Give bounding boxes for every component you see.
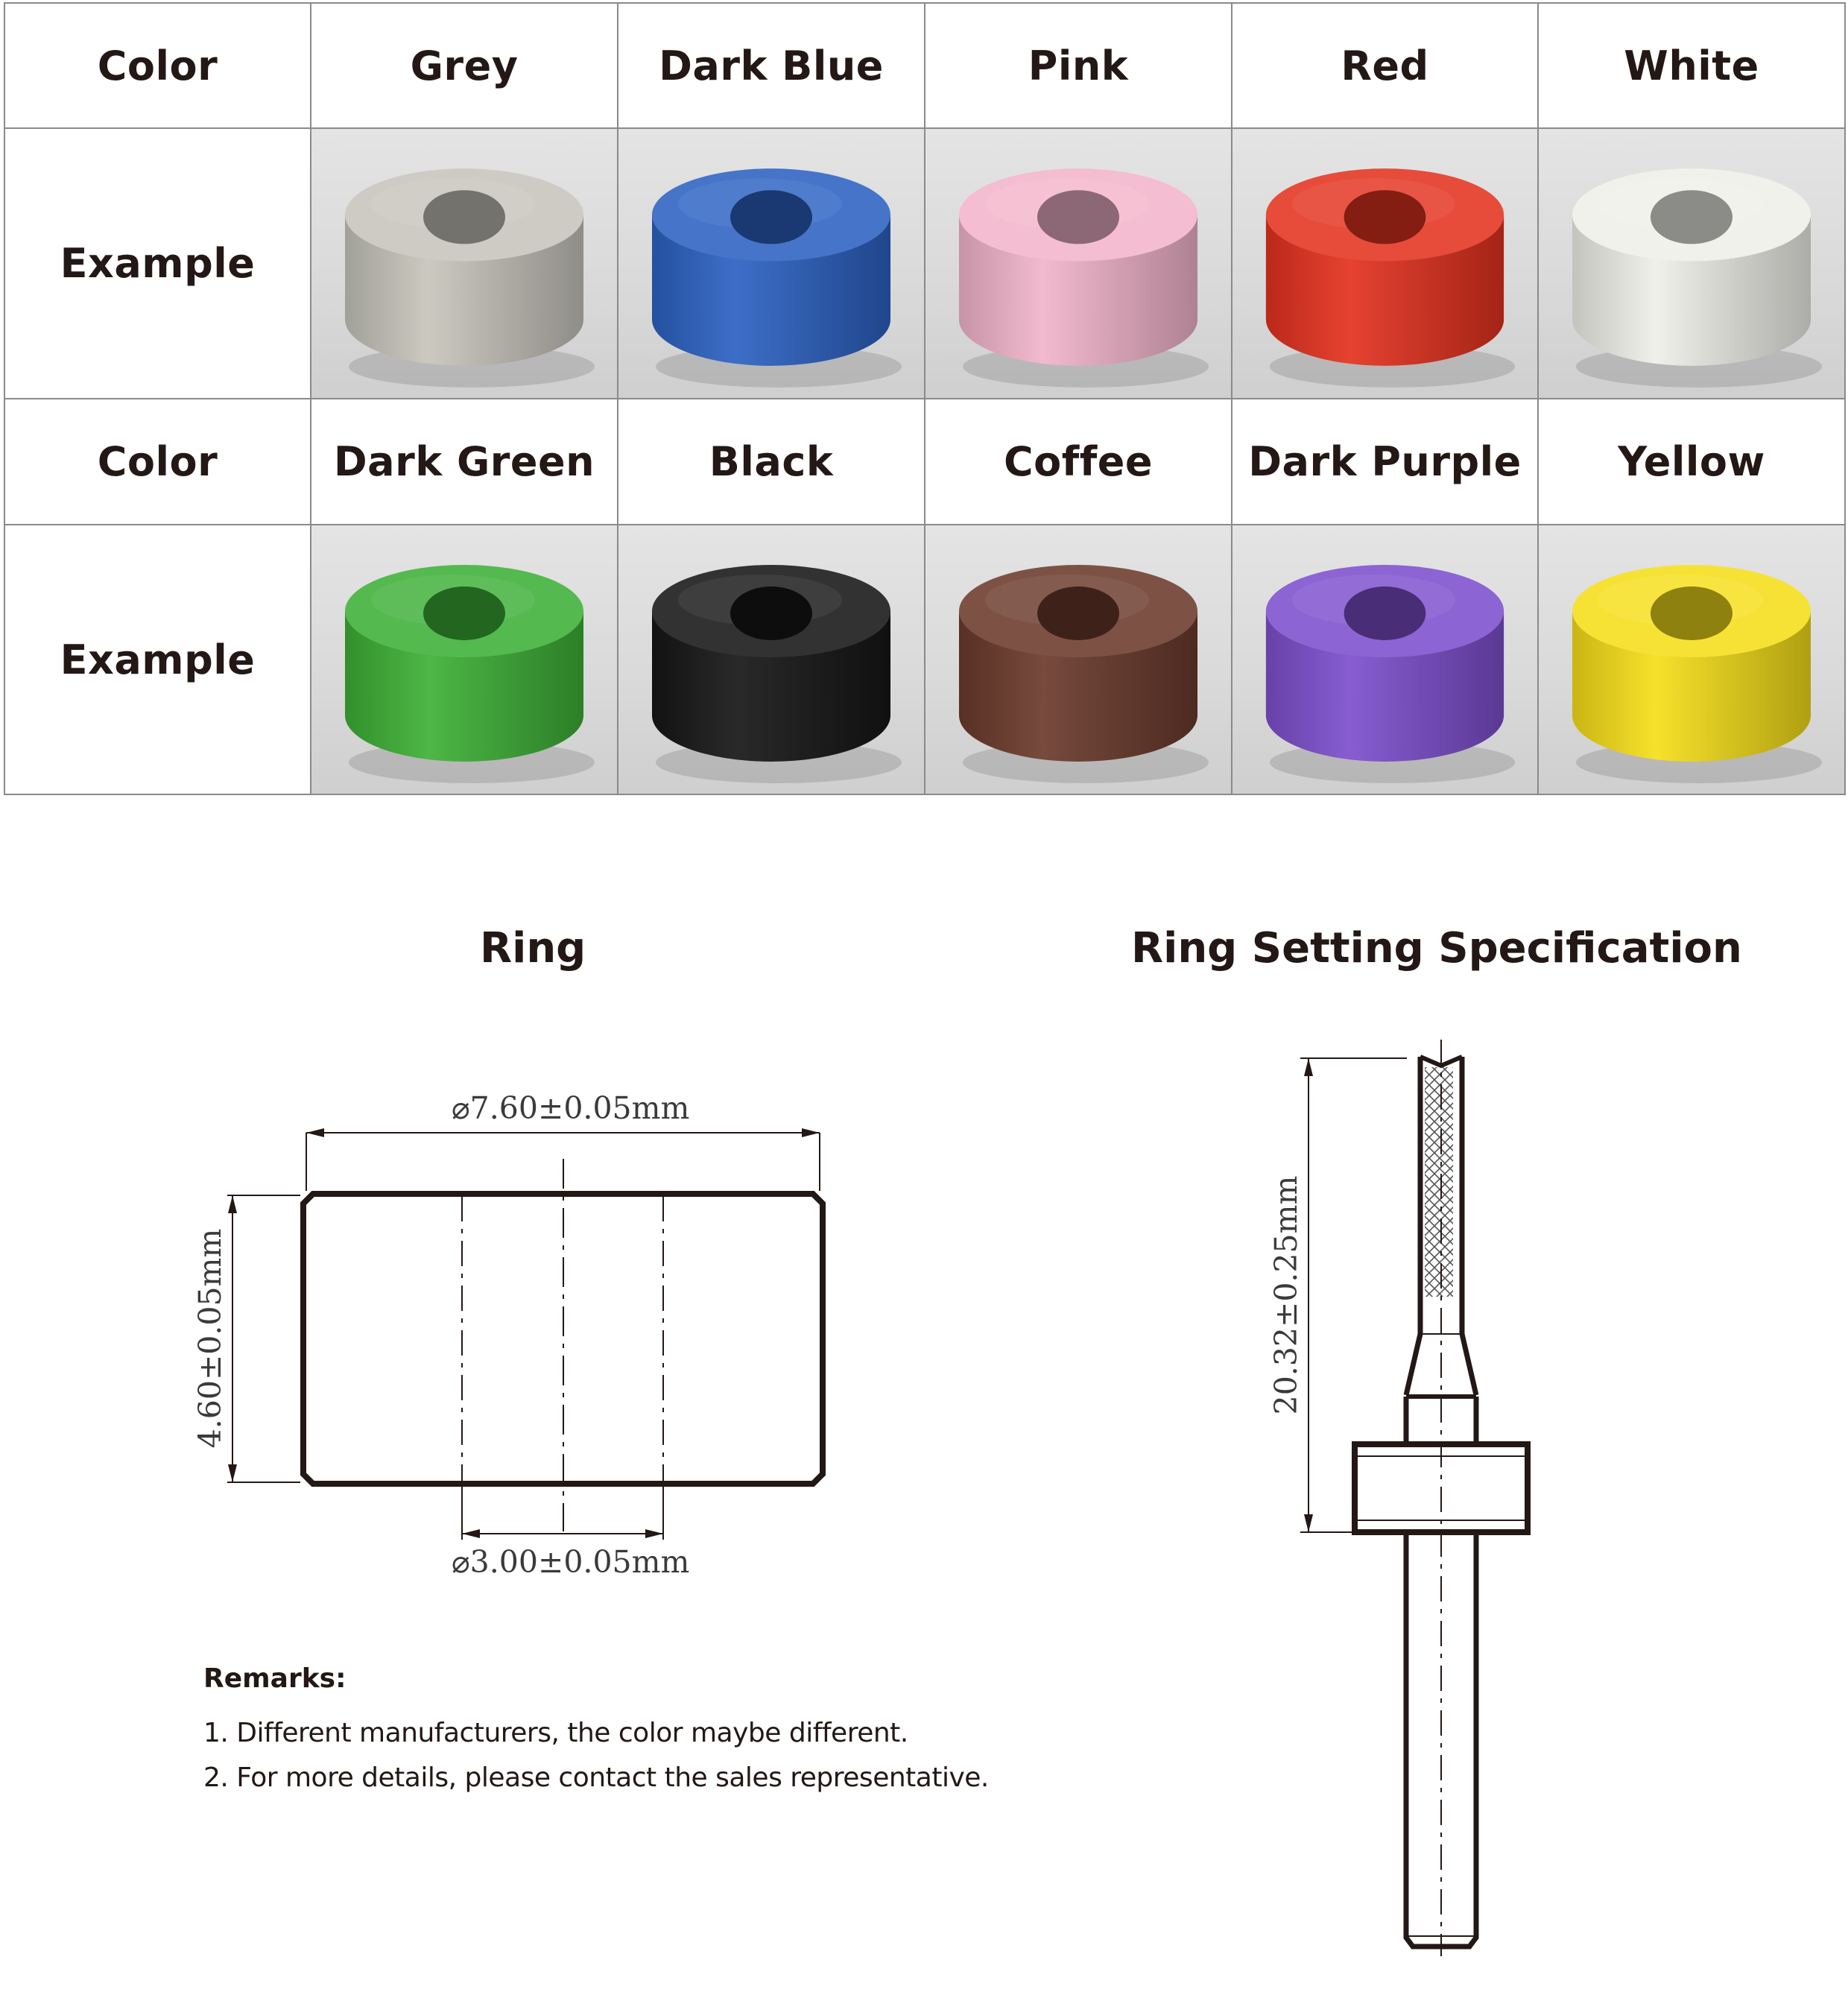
outer-diameter-label: ⌀7.60±0.05mm [452,1090,690,1126]
color-name-dark-blue: Dark Blue [659,42,884,89]
color-name-dark-purple: Dark Purple [1248,438,1522,485]
ring-setting-title: Ring Setting Specification [1131,924,1742,973]
example-label: Example [60,636,256,683]
inner-diameter-label: ⌀3.00±0.05mm [452,1544,690,1580]
height-label: 4.60±0.05mm [192,1228,228,1449]
ring-title: Ring [480,924,586,973]
color-header-label: Color [97,42,218,89]
arrow-head [306,1128,324,1137]
color-name-grey: Grey [410,42,519,89]
knurled-shank [1425,1067,1453,1297]
arrow-head [1304,1514,1313,1532]
arrow-head [645,1529,663,1538]
color-name-black: Black [709,438,834,485]
arrow-head [1304,1058,1313,1076]
arrow-head [802,1128,820,1137]
ring-drawing [227,1128,823,1540]
color-name-dark-green: Dark Green [333,438,595,485]
color-name-yellow: Yellow [1618,438,1765,485]
color-header-label: Color [97,438,218,485]
remarks-title: Remarks: [203,1663,346,1694]
setting-length-label: 20.32±0.25mm [1268,1175,1304,1415]
arrow-head [228,1464,237,1482]
arrow-head [462,1529,480,1538]
example-label: Example [60,240,256,287]
remark-item: 2. For more details, please contact the sales representative. [203,1762,989,1793]
color-name-coffee: Coffee [1004,438,1153,485]
color-name-red: Red [1341,42,1429,89]
color-name-pink: Pink [1028,42,1129,89]
ring-setting-drawing [1300,1040,1528,1956]
arrow-head [228,1195,237,1213]
color-name-white: White [1624,42,1759,89]
remark-item: 1. Different manufacturers, the color maybe different. [203,1718,908,1748]
